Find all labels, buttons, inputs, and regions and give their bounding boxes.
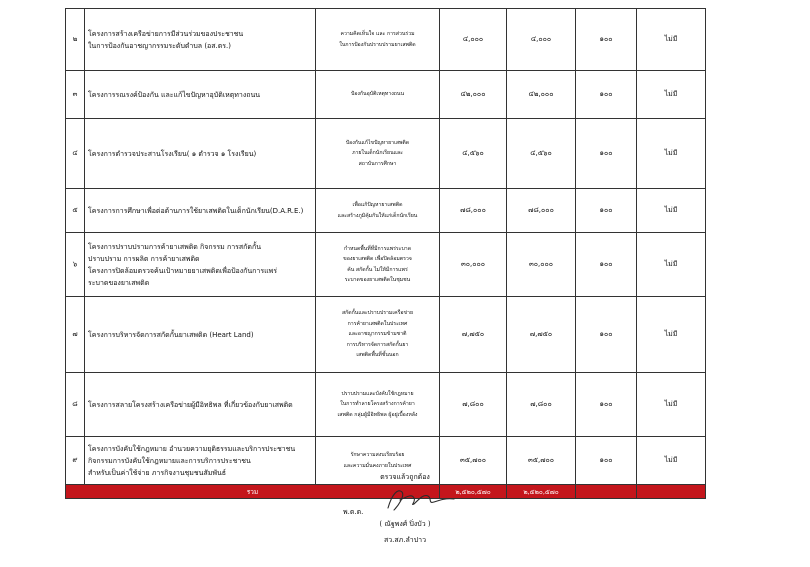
goal-line: และความมั่นคงภายในประเทศ <box>343 462 412 469</box>
total-spent: ๒,๕๒๐,๕๗๐ <box>507 485 576 499</box>
project-cell <box>85 437 316 485</box>
project-cell <box>85 119 316 189</box>
checked-label: ตรวจแล้วถูกต้อง <box>380 473 430 481</box>
goal-cell <box>316 71 440 119</box>
percent-cell: ๑๐๐ <box>576 9 637 71</box>
row-number: ๙ <box>66 437 85 485</box>
goal-line: เสพติดพื้นที่ชั้นนอก <box>356 352 399 359</box>
project-cell <box>85 233 316 297</box>
signer-name: ( ณัฐพงศ์ ปิ่งบัว ) <box>379 520 431 528</box>
goal-line: การบริหารจัดการสกัดกั้นยา <box>346 341 409 348</box>
goal-line: เพื่อแก้ปัญหายาเสพติด <box>352 202 403 208</box>
goal-line: การค้ายาเสพติดในประเทศ <box>347 320 408 327</box>
budget-cell: ๓๐,๐๐๐ <box>440 233 507 297</box>
budget-cell: ๔๒,๐๐๐ <box>440 71 507 119</box>
goal-line: และสร้างภูมิคุ้มกันให้แก่เด็กนักเรียน <box>337 212 418 219</box>
percent-cell: ๑๐๐ <box>576 437 637 485</box>
percent-cell: ๑๐๐ <box>576 373 637 437</box>
budget-cell: ๗๘,๐๐๐ <box>440 189 507 233</box>
goal-line: สกัดกั้นและปราบปรามเครือข่าย <box>341 310 413 317</box>
table-body <box>66 9 706 499</box>
percent-cell: ๑๐๐ <box>576 297 637 373</box>
goal-cell <box>316 189 440 233</box>
goal-line: กำหนดพื้นที่ที่มีการแพร่ระบาด <box>343 245 412 252</box>
budget-cell: ๓๕,๗๐๐ <box>440 437 507 485</box>
table-row <box>66 233 706 297</box>
goal-line: ป้องกันอุบัติเหตุทางถนน <box>350 91 405 98</box>
goal-line: ภายในเด็กนักเรียนและ <box>352 150 403 157</box>
goal-line: ความคิดเห็นใจ และ การส่วนร่วม <box>340 31 415 37</box>
spent-cell: ๔,๐๐๐ <box>507 9 576 71</box>
project-line: โครงการตำรวจประสานโรงเรียน( ๑ ตำรวจ ๑ โรงเรียน) <box>88 149 257 158</box>
row-number: ๒ <box>66 9 85 71</box>
budget-cell: ๗,๗๕๐ <box>440 297 507 373</box>
goal-cell <box>316 233 440 297</box>
project-cell <box>85 189 316 233</box>
project-cell <box>85 9 316 71</box>
budget-table <box>65 8 706 499</box>
note-cell: ไม่มี <box>637 233 706 297</box>
percent-cell: ๑๐๐ <box>576 119 637 189</box>
goal-line: ปราบปรามและบังคับใช้กฎหมาย <box>341 390 414 397</box>
spent-cell: ๔๒,๐๐๐ <box>507 71 576 119</box>
project-line: โครงการสร้างเครือข่ายการมีส่วนร่วมของประชาชน <box>88 29 244 38</box>
spent-cell: ๗,๗๕๐ <box>507 297 576 373</box>
table-row <box>66 71 706 119</box>
row-number: ๖ <box>66 233 85 297</box>
project-line: ระบาดของยาเสพติด <box>88 278 150 287</box>
project-cell <box>85 373 316 437</box>
goal-cell <box>316 373 440 437</box>
percent-cell: ๑๐๐ <box>576 189 637 233</box>
project-cell <box>85 71 316 119</box>
goal-line: ในการป้องกันปราบปรามยาเสพติด <box>339 41 416 48</box>
budget-cell: ๗,๘๐๐ <box>440 373 507 437</box>
project-line: โครงการบริหารจัดการสกัดกั้นยาเสพติด (Heart Land) <box>88 330 254 339</box>
note-cell: ไม่มี <box>637 437 706 485</box>
goal-line: ป้องกันแก้ไขปัญหายาเสพติด <box>345 139 410 146</box>
goal-line: ในการทำลายโครงสร้างการค้ายา <box>340 401 415 408</box>
goal-line: รักษาความสงบเรียบร้อย <box>350 452 405 458</box>
table-row <box>66 119 706 189</box>
project-line: ปราบปราม การผลิต การค้ายาเสพติด <box>88 254 200 263</box>
total-label: รวม <box>66 485 440 499</box>
spent-cell: ๓๕,๗๐๐ <box>507 437 576 485</box>
spent-cell: ๗๘,๐๐๐ <box>507 189 576 233</box>
note-cell: ไม่มี <box>637 297 706 373</box>
total-note-empty <box>637 485 706 499</box>
goal-line: ของยาเสพติด เพื่อปิดล้อมตรวจ <box>343 256 412 262</box>
signer-position: สว.สภ.ลำปาว <box>383 536 427 544</box>
note-cell: ไม่มี <box>637 9 706 71</box>
row-number: ๘ <box>66 373 85 437</box>
project-line: โครงการปิดล้อมตรวจค้นเป้าหมายยาเสพติดเพื่อป้องกันการแพร่ <box>88 266 277 275</box>
total-percent-empty <box>576 485 637 499</box>
note-cell: ไม่มี <box>637 71 706 119</box>
goal-line: และอาชญากรรมข้ามชาติ <box>348 331 407 338</box>
spent-cell: ๔,๕๖๐ <box>507 119 576 189</box>
table-row <box>66 297 706 373</box>
project-line: ในการป้องกันอาชญากรรมระดับตำบล (อส.ตร.) <box>88 41 232 50</box>
row-number: ๔ <box>66 119 85 189</box>
project-cell <box>85 297 316 373</box>
budget-cell: ๔,๕๖๐ <box>440 119 507 189</box>
budget-cell: ๔,๐๐๐ <box>440 9 507 71</box>
project-line: โครงการปราบปรามการค้ายาเสพติด กิจกรรม การสกัดกั้น <box>88 242 261 251</box>
project-line: โครงการการศึกษาเพื่อต่อต้านการใช้ยาเสพติดในเด็กนักเรียน(D.A.R.E.) <box>88 206 304 215</box>
spent-cell: ๗,๘๐๐ <box>507 373 576 437</box>
row-number: ๗ <box>66 297 85 373</box>
percent-cell: ๑๐๐ <box>576 71 637 119</box>
signer-rank: พ.ต.ต. <box>343 508 364 516</box>
note-cell: ไม่มี <box>637 373 706 437</box>
total-budget: ๒,๕๒๐,๕๗๐ <box>440 485 507 499</box>
goal-cell <box>316 297 440 373</box>
goal-line: สถาบันการศึกษา <box>358 160 397 167</box>
percent-cell: ๑๐๐ <box>576 233 637 297</box>
table-row <box>66 189 706 233</box>
spent-cell: ๓๐,๐๐๐ <box>507 233 576 297</box>
goal-line: เสพติด กลุ่มผู้มีอิทธิพล ผู้อยู่เบื้องหลัง <box>337 411 418 418</box>
project-line: สำหรับเป็นค่าใช้จ่าย ภารกิจงานชุมชนสัมพันธ์ <box>88 468 227 477</box>
row-number: ๕ <box>66 189 85 233</box>
goal-line: ระบาดของยาเสพติดในชุมชน <box>344 277 411 283</box>
project-line: โครงการรณรงค์ป้องกัน และแก้ไขปัญหาอุบัติเหตุทางถนน <box>88 90 261 99</box>
note-cell: ไม่มี <box>637 189 706 233</box>
table-row <box>66 9 706 71</box>
goal-line: ค้น สกัดกั้น ไม่ให้มีการแพร่ <box>347 266 408 273</box>
project-line: โครงการบังคับใช้กฎหมาย อำนวยความยุติธรรมและบริการประชาชน <box>88 444 296 453</box>
goal-cell <box>316 119 440 189</box>
note-cell: ไม่มี <box>637 119 706 189</box>
handwritten-signature <box>380 484 458 514</box>
project-line: กิจกรรมการบังคับใช้กฎหมายและการบริการประชาชน <box>88 456 251 465</box>
project-line: โครงการสลายโครงสร้างเครือข่ายผู้มีอิทธิพล ที่เกี่ยวข้องกับยาเสพติด <box>88 400 293 409</box>
goal-cell <box>316 9 440 71</box>
table-row <box>66 373 706 437</box>
row-number: ๓ <box>66 71 85 119</box>
